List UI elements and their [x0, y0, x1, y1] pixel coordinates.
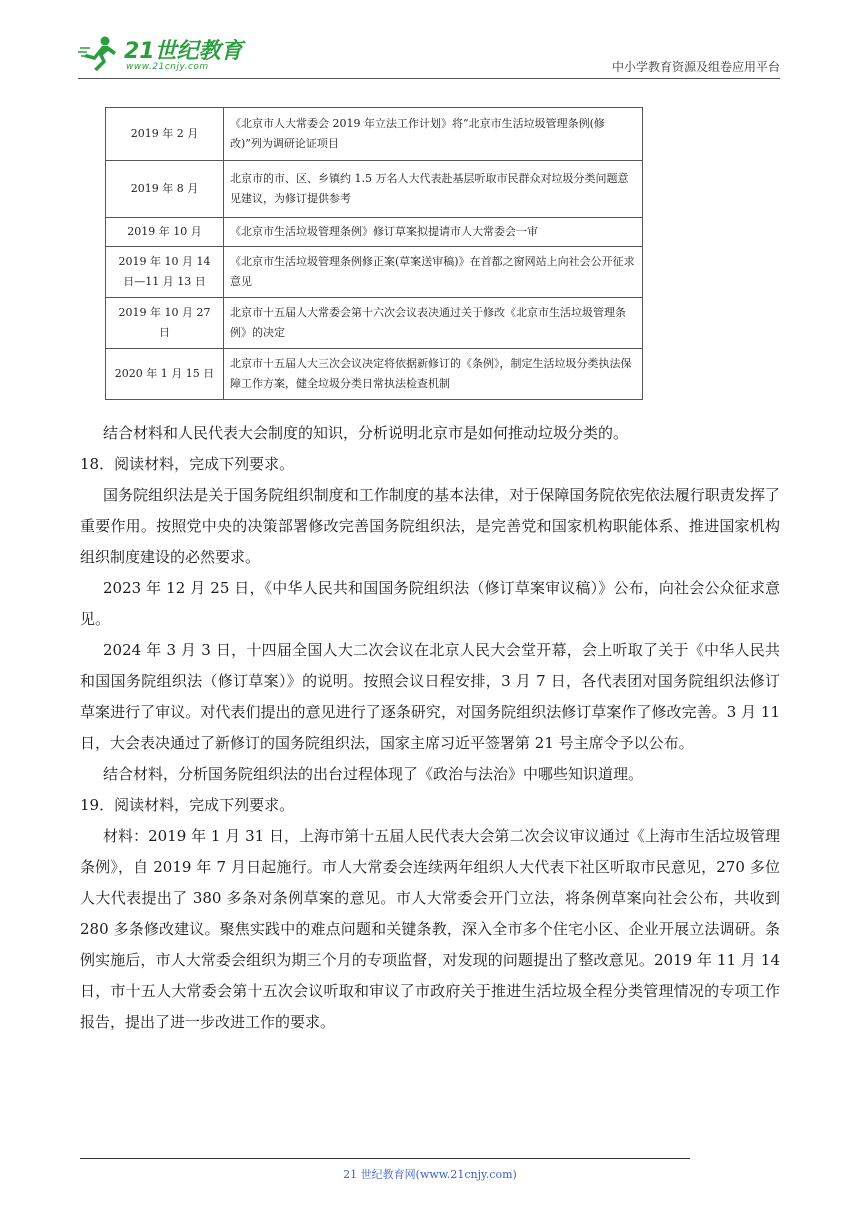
q18-paragraph-2: 2023 年 12 月 25 日，《中华人民共和国国务院组织法（修订草案审议稿）》公布，向社会公众征求意见。: [80, 579, 780, 628]
table-row: [106, 108, 643, 161]
table-date-cell: 2019 年 10 月: [106, 218, 224, 247]
page-footer[interactable]: 21 世纪教育网(www.21cnjy.com): [343, 1168, 517, 1181]
table-event-cell: 《北京市人大常委会 2019 年立法工作计划》将“北京市生活垃圾管理条例(修改)”列为调研论证项目: [224, 108, 643, 161]
platform-name: 中小学教育资源及组卷应用平台: [611, 60, 780, 74]
q18-paragraph-1: 国务院组织法是关于国务院组织制度和工作制度的基本法律，对于保障国务院依宪依法履行职责发挥了重要作用。按照党中央的决策部署修改完善国务院组织法，是完善党和国家机构职能体系、推进国家机构组织制度建设的必然要求。: [80, 486, 780, 566]
logo-text: 21世纪教育: [124, 39, 243, 64]
page-header: [78, 30, 780, 78]
table-row: [106, 218, 643, 247]
table-row: [106, 298, 643, 349]
table-row: [106, 161, 643, 218]
q19-title: 19．阅读材料，完成下列要求。: [80, 796, 295, 814]
logo-url: www.21cnjy.com: [126, 62, 209, 72]
q18-title: 18．阅读材料，完成下列要求。: [80, 455, 295, 473]
footer-divider: [80, 1158, 690, 1159]
table-date-cell: 2019 年 8 月: [106, 161, 224, 218]
table-event-cell: 北京市十五届人大常委会第十六次会议表决通过关于修改《北京市生活垃圾管理条例》的决定: [224, 298, 643, 349]
table-date-cell: 2020 年 1 月 15 日: [106, 349, 224, 400]
timeline-table: [105, 107, 643, 400]
runner-logo-icon: [78, 34, 122, 74]
table-event-cell: 北京市的市、区、乡镇约 1.5 万名人大代表赴基层听取市民群众对垃圾分类问题意见建议，为修订提供参考: [224, 161, 643, 218]
table-row: [106, 349, 643, 400]
table-event-cell: 《北京市生活垃圾管理条例》修订草案拟提请市人大常委会一审: [224, 218, 643, 247]
q18-prompt: 结合材料，分析国务院组织法的出台过程体现了《政治与法治》中哪些知识道理。: [103, 765, 644, 783]
table-event-cell: 北京市十五届人大三次会议决定将依据新修订的《条例》，制定生活垃圾分类执法保障工作方案，健全垃圾分类日常执法检查机制: [224, 349, 643, 400]
header-divider: [78, 78, 780, 79]
q17-prompt: 结合材料和人民代表大会制度的知识，分析说明北京市是如何推动垃圾分类的。: [103, 424, 629, 442]
document-body: [80, 418, 780, 1038]
site-logo[interactable]: [78, 34, 248, 74]
q18-paragraph-3: 2024 年 3 月 3 日，十四届全国人大二次会议在北京人民大会堂开幕，会上听取了关于《中华人民共和国国务院组织法（修订草案）》的说明。按照会议日程安排，3 月 7 日，各代表团对国务院组织法修订草案进行了审议。对代表们提出的意见进行了逐条研究，对国务院组织法修订草案作了修改完善。3 月 11 日，大会表决通过了新修订的国务院组织法，国家主席习近平签署第 21 号主席令予以公布。: [80, 641, 780, 752]
q19-paragraph-1: 材料：2019 年 1 月 31 日，上海市第十五届人民代表大会第二次会议审议通过《上海市生活垃圾管理条例》，自 2019 年 7 月日起施行。市人大常委会连续两年组织人大代表下社区听取市民意见，270 多位人大代表提出了 380 多条对条例草案的意见。市人大常委会开门立法，将条例草案向社会公布，共收到 280 多条修改建议。聚焦实践中的难点问题和关键条教，深入全市多个住宅小区、企业开展立法调研。条例实施后，市人大常委会组织为期三个月的专项监督，对发现的问题提出了整改意见。2019 年 11 月 14 日，市十五人大常委会第十五次会议听取和审议了市政府关于推进生活垃圾全程分类管理情况的专项工作报告，提出了进一步改进工作的要求。: [80, 827, 780, 1031]
table-date-cell: 2019 年 10 月 14 日—11 月 13 日: [106, 247, 224, 298]
table-date-cell: 2019 年 2 月: [106, 108, 224, 161]
table-date-cell: 2019 年 10 月 27 日: [106, 298, 224, 349]
table-event-cell: 《北京市生活垃圾管理条例修正案(草案送审稿)》在首都之窗网站上向社会公开征求意见: [224, 247, 643, 298]
table-row: [106, 247, 643, 298]
